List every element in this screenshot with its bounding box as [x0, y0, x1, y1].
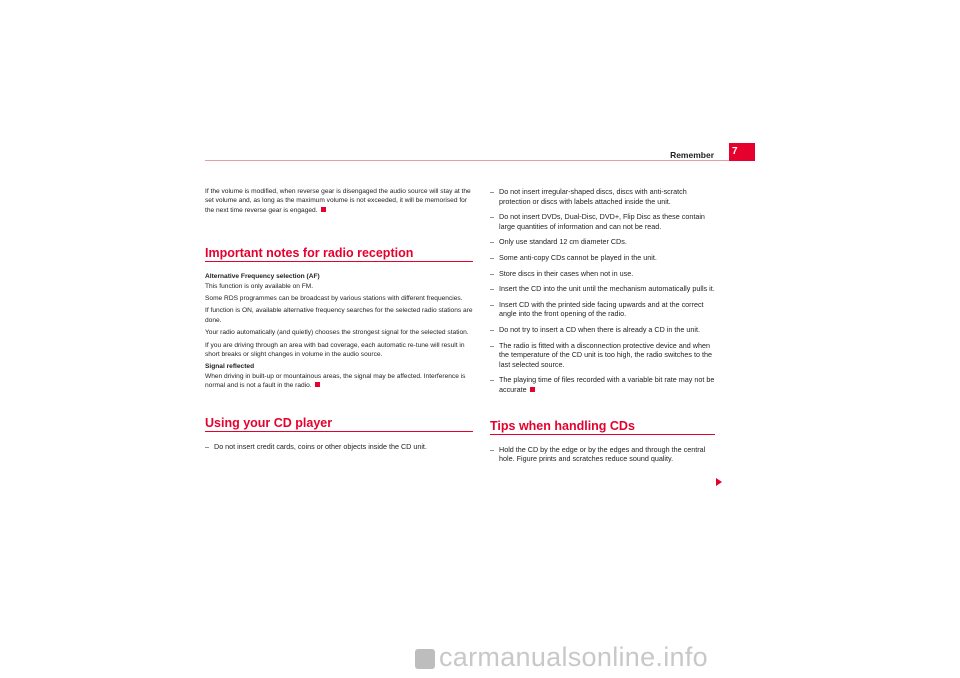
list-item: – Store discs in their cases when not in use.: [490, 269, 715, 279]
list-item: – Do not try to insert a CD when there is already a CD in the unit.: [490, 325, 715, 335]
continue-arrow-icon: [716, 478, 722, 486]
list-item: – Hold the CD by the edge or by the edges and through the central hole. Figure prints and scratches reduce sound quality.: [490, 445, 715, 464]
cd-rules-list: [490, 187, 715, 395]
end-of-section-icon: [321, 207, 326, 212]
watermark-logo-icon: [415, 649, 435, 669]
list-item: – The playing time of files recorded with a variable bit rate may not be accurate: [490, 375, 715, 394]
cd-list: [205, 442, 473, 452]
footer-watermark: carmanualsonline.info: [415, 642, 708, 673]
signal-heading: Signal reflected: [205, 363, 255, 371]
left-column: [205, 187, 473, 451]
page-number-badge: 7: [729, 143, 755, 161]
list-item: – Insert the CD into the unit until the mechanism automatically pulls it.: [490, 284, 715, 294]
intro-paragraph: If the volume is modified, when reverse gear is disengaged the audio source will stay at the set volume and, as long as the maximum volume is not exceeded, it will be memorised for the next time reverse gear is engaged.: [205, 188, 471, 214]
list-item: – Insert CD with the printed side facing upwards and at the correct angle into the front opening of the radio.: [490, 300, 715, 319]
tips-section-title: Tips when handling CDs: [490, 419, 715, 435]
list-item: – Do not insert DVDs, Dual-Disc, DVD+, Flip Disc as these contain large quantities of information and can not be read.: [490, 212, 715, 231]
list-item: – Some anti-copy CDs cannot be played in the unit.: [490, 253, 715, 263]
radio-section-title: Important notes for radio reception: [205, 246, 473, 262]
list-item: – Do not insert irregular-shaped discs, discs with anti-scratch protection or discs with labels attached inside the unit.: [490, 187, 715, 206]
af-paragraph-3: If function is ON, available alternative frequency searches for the selected radio stations are done.: [205, 307, 473, 324]
af-paragraph-5: If you are driving through an area with bad coverage, each automatic re-tune will result in short breaks or slight changes in volume in the audio source.: [205, 341, 465, 359]
signal-paragraph: When driving in built-up or mountainous areas, the signal may be affected. Interference is normal and is not a fault in the radio.: [205, 372, 466, 390]
af-paragraph-4: Your radio automatically (and quietly) chooses the strongest signal for the selected station.: [205, 329, 469, 337]
running-header-title: Remember: [670, 150, 714, 160]
af-paragraph-2: Some RDS programmes can be broadcast by various stations with different frequencies.: [205, 295, 463, 303]
tips-list: [490, 445, 715, 464]
end-of-section-icon: [530, 387, 535, 392]
list-item: – The radio is fitted with a disconnection protective device and when the temperature of the CD unit is too high, the radio switches to the last selected source.: [490, 341, 715, 370]
list-item: – Only use standard 12 cm diameter CDs.: [490, 237, 715, 247]
af-heading: Alternative Frequency selection (AF): [205, 273, 320, 281]
cd-section-title: Using your CD player: [205, 416, 473, 432]
end-of-section-icon: [315, 382, 320, 387]
right-column: [490, 187, 715, 464]
list-item: – Do not insert credit cards, coins or other objects inside the CD unit.: [205, 442, 473, 452]
af-paragraph-1: This function is only available on FM.: [205, 282, 314, 290]
header-rule: [205, 160, 755, 161]
